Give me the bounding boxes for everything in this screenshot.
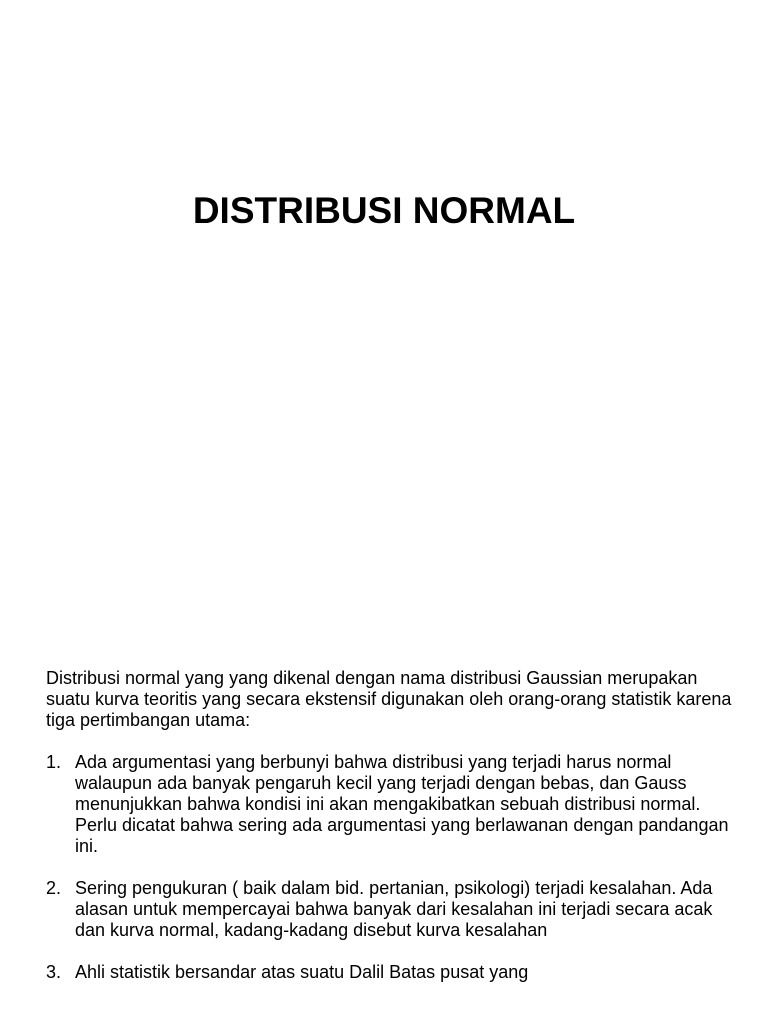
list-item [46,878,736,941]
list-item [46,752,736,857]
body-content [46,668,736,1004]
list-item-text: Sering pengukuran ( baik dalam bid. pertanian, psikologi) terjadi kesalahan. Ada alasan untuk mempercayai bahwa banyak dari kesalahan ini terjadi secara acak dan kurva normal, kadang-kadang disebut kurva kesalahan [75,878,713,940]
list-item-text: Ada argumentasi yang berbunyi bahwa distribusi yang terjadi harus normal walaupun ada banyak pengaruh kecil yang terjadi dengan bebas, dan Gauss menunjukkan bahwa kondisi ini akan mengakibatkan sebuah distribusi normal. Perlu dicatat bahwa sering ada argumentasi yang berlawanan dengan pandangan ini. [75,752,729,856]
list-item [46,962,736,983]
consideration-list [46,752,736,983]
list-item-number: 2. [46,878,62,898]
list-item-number: 3. [46,962,62,982]
page-title: DISTRIBUSI NORMAL [192,190,576,231]
list-item-number: 1. [46,752,62,772]
list-item-text: Ahli statistik bersandar atas suatu Dalil Batas pusat yang [75,962,529,982]
intro-paragraph: Distribusi normal yang yang dikenal dengan nama distribusi Gaussian merupakan suatu kurva teoritis yang secara ekstensif digunakan oleh orang-orang statistik karena tiga pertimbangan utama: [46,668,732,730]
